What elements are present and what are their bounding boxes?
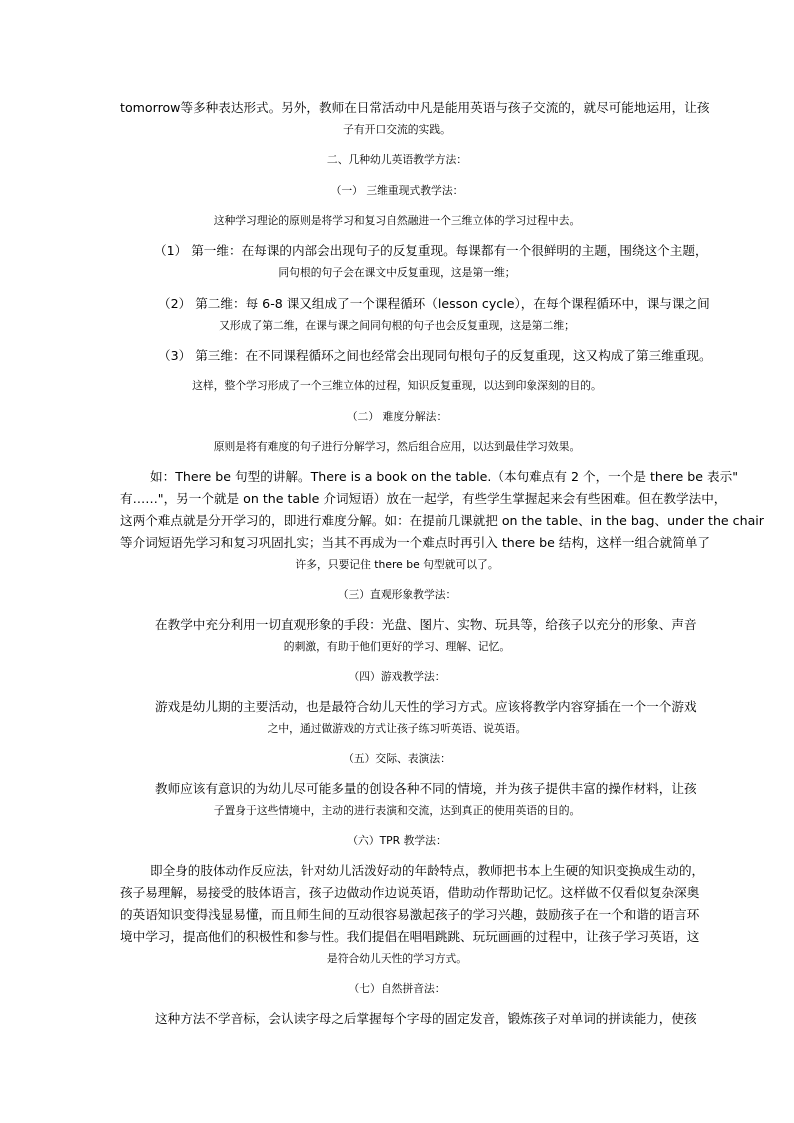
body-line: 孩子易理解，易接受的肢体语言，孩子边做动作边说英语，借助动作帮助记忆。这样做不仅看似复杂深奥 xyxy=(120,885,700,900)
body-line: 是符合幼儿天性的学习方式。 xyxy=(326,952,468,965)
list-item-line: （2） 第二维：每 6-8 课又组成了一个课程循环（lesson cycle），在每个课程循环中，课与课之间 xyxy=(158,296,710,311)
method-heading: （一） 三维重现式教学法： xyxy=(330,184,464,197)
method-heading: （六）TPR 教学法： xyxy=(347,834,447,847)
body-line: 这种方法不学音标，会认读字母之后掌握每个字母的固定发音，锻炼孩子对单词的拼读能力，使孩 xyxy=(155,1011,697,1026)
example-line: 等介词短语先学习和复习巩固扎实；当其不再成为一个难点时再引入 there be 结构，这样一组合就简单了 xyxy=(120,535,711,550)
body-line: 即全身的肢体动作反应法，针对幼儿活泼好动的年龄特点，教师把书本上生硬的知识变换成生动的， xyxy=(150,863,705,878)
example-line: 有……"，另一个就是 on the table 介词短语）放在一起学，有些学生掌握起来会有些困难。但在教学法中， xyxy=(120,491,727,506)
method-heading: （三）直观形象教学法： xyxy=(337,588,457,601)
body-line: 的英语知识变得浅显易懂，而且师生间的互动很容易激起孩子的学习兴趣，鼓励孩子在一个和谐的语言环 xyxy=(120,907,700,922)
body-line: 子置身于这些情境中，主动的进行表演和交流，达到真正的使用英语的目的。 xyxy=(213,804,581,817)
method-conclusion: 这样，整个学习形成了一个三维立体的过程，知识反复重现，以达到印象深刻的目的。 xyxy=(192,379,602,392)
example-line: 许多，只要记住 there be 句型就可以了。 xyxy=(295,558,499,571)
method-heading: （二） 难度分解法： xyxy=(346,410,448,423)
section-heading: 二、几种幼儿英语教学方法： xyxy=(326,153,468,166)
method-heading: （四）游戏教学法： xyxy=(348,670,446,683)
example-line: 这两个难点就是分开学习的，即进行难度分解。如：在提前几课就把 on the table、in the bag、under the chair xyxy=(120,513,764,528)
body-line: 的刺激，有助于他们更好的学习、理解、记忆。 xyxy=(283,640,511,653)
list-item-line: （1） 第一维：在每课的内部会出现句子的反复重现。每课都有一个很鲜明的主题，围绕这个主题， xyxy=(154,243,708,258)
method-heading: （五）交际、表演法： xyxy=(343,752,451,765)
body-line: 教师应该有意识的为幼儿尽可能多量的创设各种不同的情境，并为孩子提供丰富的操作材料，让孩 xyxy=(155,781,697,796)
body-line: tomorrow等多种表达形式。另外，教师在日常活动中凡是能用英语与孩子交流的，就尽可能地运用，让孩 xyxy=(120,100,710,115)
method-summary: 原则是将有难度的句子进行分解学习，然后组合应用，以达到最佳学习效果。 xyxy=(213,440,581,453)
list-item-line: 又形成了第二维，在课与课之间同句根的句子也会反复重现，这是第二维； xyxy=(219,319,575,332)
body-line: 子有开口交流的实践。 xyxy=(343,123,451,136)
method-heading: （七）自然拼音法： xyxy=(348,982,446,995)
body-line: 在教学中充分利用一切直观形象的手段：光盘、图片、实物、玩具等，给孩子以充分的形象、声音 xyxy=(155,617,697,632)
example-line: 如：There be 句型的讲解。There is a book on the table.（本句难点有 2 个，一个是 there be 表示" xyxy=(150,469,738,484)
body-line: 之中，通过做游戏的方式让孩子练习听英语、说英语。 xyxy=(267,722,527,735)
list-item-line: 同句根的句子会在课文中反复重现，这是第一维； xyxy=(278,266,516,279)
body-line: 境中学习，提高他们的积极性和参与性。我们提倡在唱唱跳跳、玩玩画画的过程中，让孩子学习英语，这 xyxy=(120,929,700,944)
body-line: 游戏是幼儿期的主要活动，也是最符合幼儿天性的学习方式。应该将教学内容穿插在一个一个游戏 xyxy=(155,699,697,714)
list-item-line: （3） 第三维：在不同课程循环之间也经常会出现同句根句子的反复重现，这又构成了第三维重现。 xyxy=(158,348,712,363)
method-summary: 这种学习理论的原则是将学习和复习自然融进一个三维立体的学习过程中去。 xyxy=(213,214,581,227)
